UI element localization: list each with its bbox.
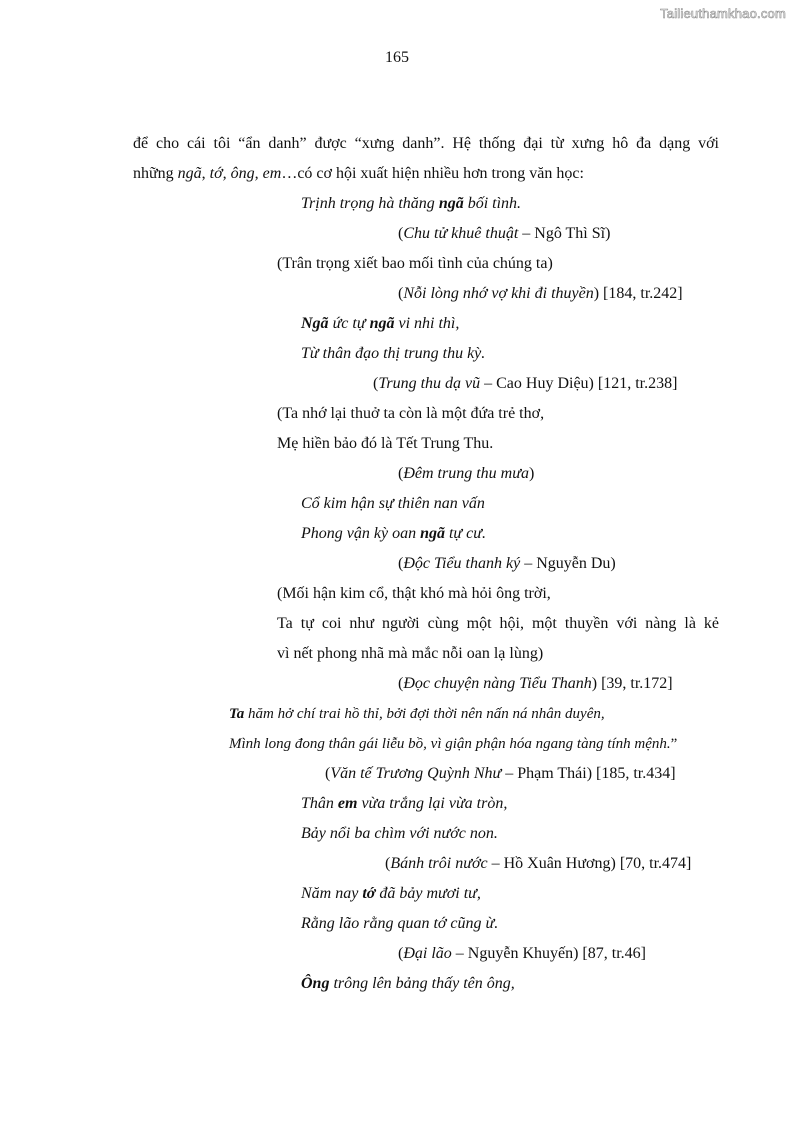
quote-6-line-2: Rằng lão rằng quan tớ cũng ừ. (301, 915, 499, 932)
quote-3-source: (Độc Tiểu thanh ký – Nguyễn Du) (398, 555, 616, 572)
watermark: Tailieuthamkhao.com (660, 6, 786, 21)
quote-6-line-1: Năm nay tớ đã bảy mươi tư, (301, 885, 481, 902)
quote-3-translation-3: vì nết phong nhã mà mắc nỗi oan lạ lùng) (277, 645, 544, 662)
quote-4-line-1: Ta hăm hở chí trai hồ thỉ, bởi đợi thời nên nấn ná nhân duyên, (229, 706, 605, 722)
quote-3-translation-2: Ta tự coi như người cùng một hội, một thuyền với nàng là kẻ (277, 615, 719, 632)
quote-2-line-2: Từ thân đạo thị trung thu kỳ. (301, 345, 486, 362)
quote-6-source: (Đại lão – Nguyễn Khuyến) [87, tr.46] (398, 945, 646, 962)
intro-line-2: những ngã, tớ, ông, em…có cơ hội xuất hiện nhiều hơn trong văn học: (133, 165, 584, 182)
quote-1-source: (Chu tử khuê thuật – Ngô Thì Sĩ) (398, 225, 611, 242)
quote-5-line-1: Thân em vừa trắng lại vừa tròn, (301, 795, 508, 812)
pronoun-nga: ngã (177, 165, 202, 182)
page-number: 165 (385, 49, 409, 66)
quote-1-translation-source: (Nỗi lòng nhớ vợ khi đi thuyền) [184, tr.242] (398, 285, 683, 302)
quote-4-line-2: Mình long đong thân gái liễu bồ, vì giận phận hóa ngang tàng tính mệnh.” (229, 736, 678, 752)
quote-2-source: (Trung thu dạ vũ – Cao Huy Diệu) [121, tr.238] (373, 375, 678, 392)
quote-7-line-1: Ông trông lên bảng thấy tên ông, (301, 975, 515, 992)
quote-2-translation-2: Mẹ hiền bảo đó là Tết Trung Thu. (277, 435, 494, 452)
intro-line-1: để cho cái tôi “ẩn danh” được “xưng danh”. Hệ thống đại từ xưng hô đa dạng với (133, 135, 719, 152)
quote-3-line-2: Phong vận kỳ oan ngã tự cư. (301, 525, 486, 542)
quote-3-translation-source: (Đọc chuyện nàng Tiểu Thanh) [39, tr.172] (398, 675, 673, 692)
quote-3-translation-1: (Mối hận kim cổ, thật khó mà hỏi ông trời, (277, 585, 551, 602)
quote-2-translation-source: (Đêm trung thu mưa) (398, 465, 535, 482)
quote-3-line-1: Cổ kim hận sự thiên nan vấn (301, 495, 485, 512)
quote-5-source: (Bánh trôi nước – Hồ Xuân Hương) [70, tr.474] (385, 855, 692, 872)
quote-5-line-2: Bảy nổi ba chìm với nước non. (301, 825, 498, 842)
quote-2-line-1: Ngã ức tự ngã vi nhi thì, (301, 315, 460, 332)
quote-1-translation: (Trân trọng xiết bao mối tình của chúng ta) (277, 255, 553, 272)
quote-1-line: Trịnh trọng hà thăng ngã bối tình. (301, 195, 522, 212)
pronoun-list: tớ, ông, em (209, 165, 282, 182)
quote-2-translation-1: (Ta nhớ lại thuở ta còn là một đứa trẻ thơ, (277, 405, 545, 422)
quote-4-source: (Văn tế Trương Quỳnh Như – Phạm Thái) [185, tr.434] (325, 765, 676, 782)
